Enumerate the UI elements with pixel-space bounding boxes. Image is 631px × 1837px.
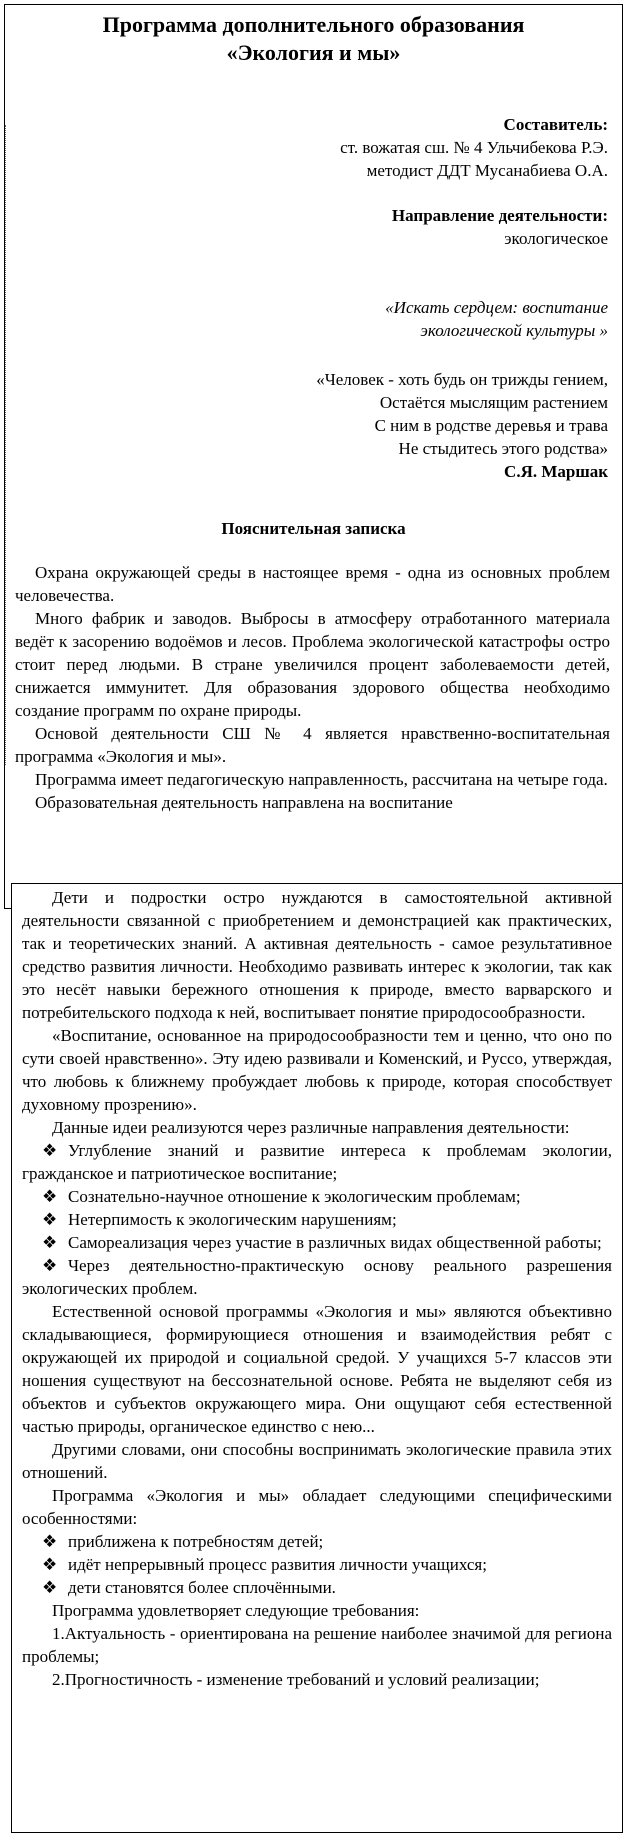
diamond-bullet-icon: ❖	[42, 1256, 58, 1275]
bullet-text: Сознательно-научное отношение к экологическим проблемам;	[68, 1187, 521, 1206]
poem-line: Не стыдитесь этого родства»	[398, 439, 608, 458]
direction-label: Направление деятельности:	[391, 206, 608, 225]
paragraph: Много фабрик и заводов. Выбросы в атмосферу отработанного материала ведёт к засорению водоёмов и лесов. Проблема экологической катастрофы остро стоит перед людьми. В стране увеличился процент заболеваемости детей, снижается иммунитет. Для образования здорового общества необходимо создание программ по охране природы.	[15, 609, 610, 720]
direction-block	[5, 204, 622, 250]
diamond-bullet-icon: ❖	[42, 1187, 58, 1206]
bullet-item	[22, 1576, 612, 1599]
requirement-item: 1.Актуальность - ориентирована на решение наиболее значимой для региона проблемы;	[22, 1624, 612, 1666]
motto-line-1: «Искать сердцем: воспитание	[385, 298, 608, 317]
poem-line: Остаётся мыслящим растением	[379, 393, 608, 412]
paragraph: Образовательная деятельность направлена на воспитание	[35, 793, 453, 812]
paragraph: Основой деятельности СШ № 4 является нравственно-воспитательная программа «Экология и мы».	[15, 724, 610, 766]
bullet-text: приближена к потребностям детей;	[68, 1532, 324, 1551]
bullet-text: Углубление знаний и развитие интереса к проблемам экологии, гражданское и патриотическое воспитание;	[22, 1141, 612, 1183]
paragraph: «Воспитание, основанное на природосообразности тем и ценно, что оно по сути своей нравственно». Эту идею развивали и Коменский, и Руссо, утверждая, что любовь к ближнему пробуждает любовь к природе, которая способствует духовному прозрению».	[22, 1026, 612, 1114]
bullet-text: Нетерпимость к экологическим нарушениям;	[68, 1210, 397, 1229]
paragraph: Программа удовлетворяет следующие требования:	[52, 1601, 420, 1620]
bullet-item	[22, 1231, 612, 1254]
overlay-text-box	[11, 883, 623, 1833]
author-line-2: методист ДДТ Мусанабиева О.А.	[366, 161, 608, 180]
authors-block	[5, 113, 622, 182]
poem-line: «Человек - хоть будь он трижды гением,	[316, 370, 608, 389]
diamond-bullet-icon: ❖	[42, 1555, 58, 1574]
explanatory-note-heading: Пояснительная записка	[221, 519, 406, 538]
bullet-text: идёт непрерывный процесс развития личности учащихся;	[68, 1555, 487, 1574]
bullet-item	[22, 1139, 612, 1185]
authors-label: Составитель:	[503, 115, 608, 134]
diamond-bullet-icon: ❖	[42, 1532, 58, 1551]
poem-author: С.Я. Маршак	[504, 462, 608, 481]
motto-block	[5, 296, 622, 342]
program-title-line2: «Экология и мы»	[226, 40, 401, 65]
diamond-bullet-icon: ❖	[42, 1233, 58, 1252]
bullet-item	[22, 1185, 612, 1208]
diamond-bullet-icon: ❖	[42, 1141, 58, 1160]
bullet-text: Через деятельностно-практическую основу реального разрешения экологических проблем.	[22, 1256, 612, 1298]
bullet-item	[22, 1553, 612, 1576]
motto-line-2: экологической культуры »	[420, 321, 608, 340]
document-page	[4, 4, 623, 909]
bullet-text: дети становятся более сплочёнными.	[68, 1578, 336, 1597]
page-margin-line	[5, 125, 6, 765]
paragraph: Дети и подростки остро нуждаются в самостоятельной активной деятельности связанной с приобретением и демонстрацией как практических, так и теоретических знаний. А активная деятельность - самое результативное средство развития личности. Необходимо развивать интерес к экологии, так как это несёт навыки бережного отношения к природе, вместо варварского и потребительского подхода к ней, воспитывает понятие природосообразности.	[22, 888, 612, 1022]
explanatory-note-text	[5, 561, 622, 814]
diamond-bullet-icon: ❖	[42, 1210, 58, 1229]
program-title-line1: Программа дополнительного образования	[102, 12, 525, 37]
paragraph: Программа «Экология и мы» обладает следующими специфическими особенностями:	[22, 1486, 612, 1528]
paragraph: Другими словами, они способны воспринимать экологические правила этих отношений.	[22, 1440, 612, 1482]
diamond-bullet-icon: ❖	[42, 1578, 58, 1597]
epigraph-poem	[5, 368, 622, 483]
author-line-1: ст. вожатая сш. № 4 Ульчибекова Р.Э.	[340, 138, 608, 157]
paragraph: Данные идеи реализуются через различные направления деятельности:	[52, 1118, 570, 1137]
bullet-item	[22, 1208, 612, 1231]
bullet-item	[22, 1530, 612, 1553]
requirement-item: 2.Прогностичность - изменение требований и условий реализации;	[52, 1670, 540, 1689]
poem-line: С ним в родстве деревья и трава	[374, 416, 608, 435]
paragraph: Естественной основой программы «Экология и мы» являются объективно складывающиеся, формирующиеся отношения и взаимодействия ребят с окружающей их природой и социальной средой. У учащихся 5-7 классов эти ношения существуют на бессознательной основе. Ребята не выделяют себя из объектов и субъектов окружающего мира. Они ощущают себя естественной частью природы, органическое единство с нею...	[22, 1302, 612, 1436]
bullet-item	[22, 1254, 612, 1300]
bullet-text: Самореализация через участие в различных видах общественной работы;	[68, 1233, 602, 1252]
program-title	[5, 11, 622, 67]
direction-value: экологическое	[504, 229, 608, 248]
paragraph: Охрана окружающей среды в настоящее время - одна из основных проблем человечества.	[15, 563, 610, 605]
paragraph: Программа имеет педагогическую направленность, рассчитана на четыре года.	[35, 770, 608, 789]
